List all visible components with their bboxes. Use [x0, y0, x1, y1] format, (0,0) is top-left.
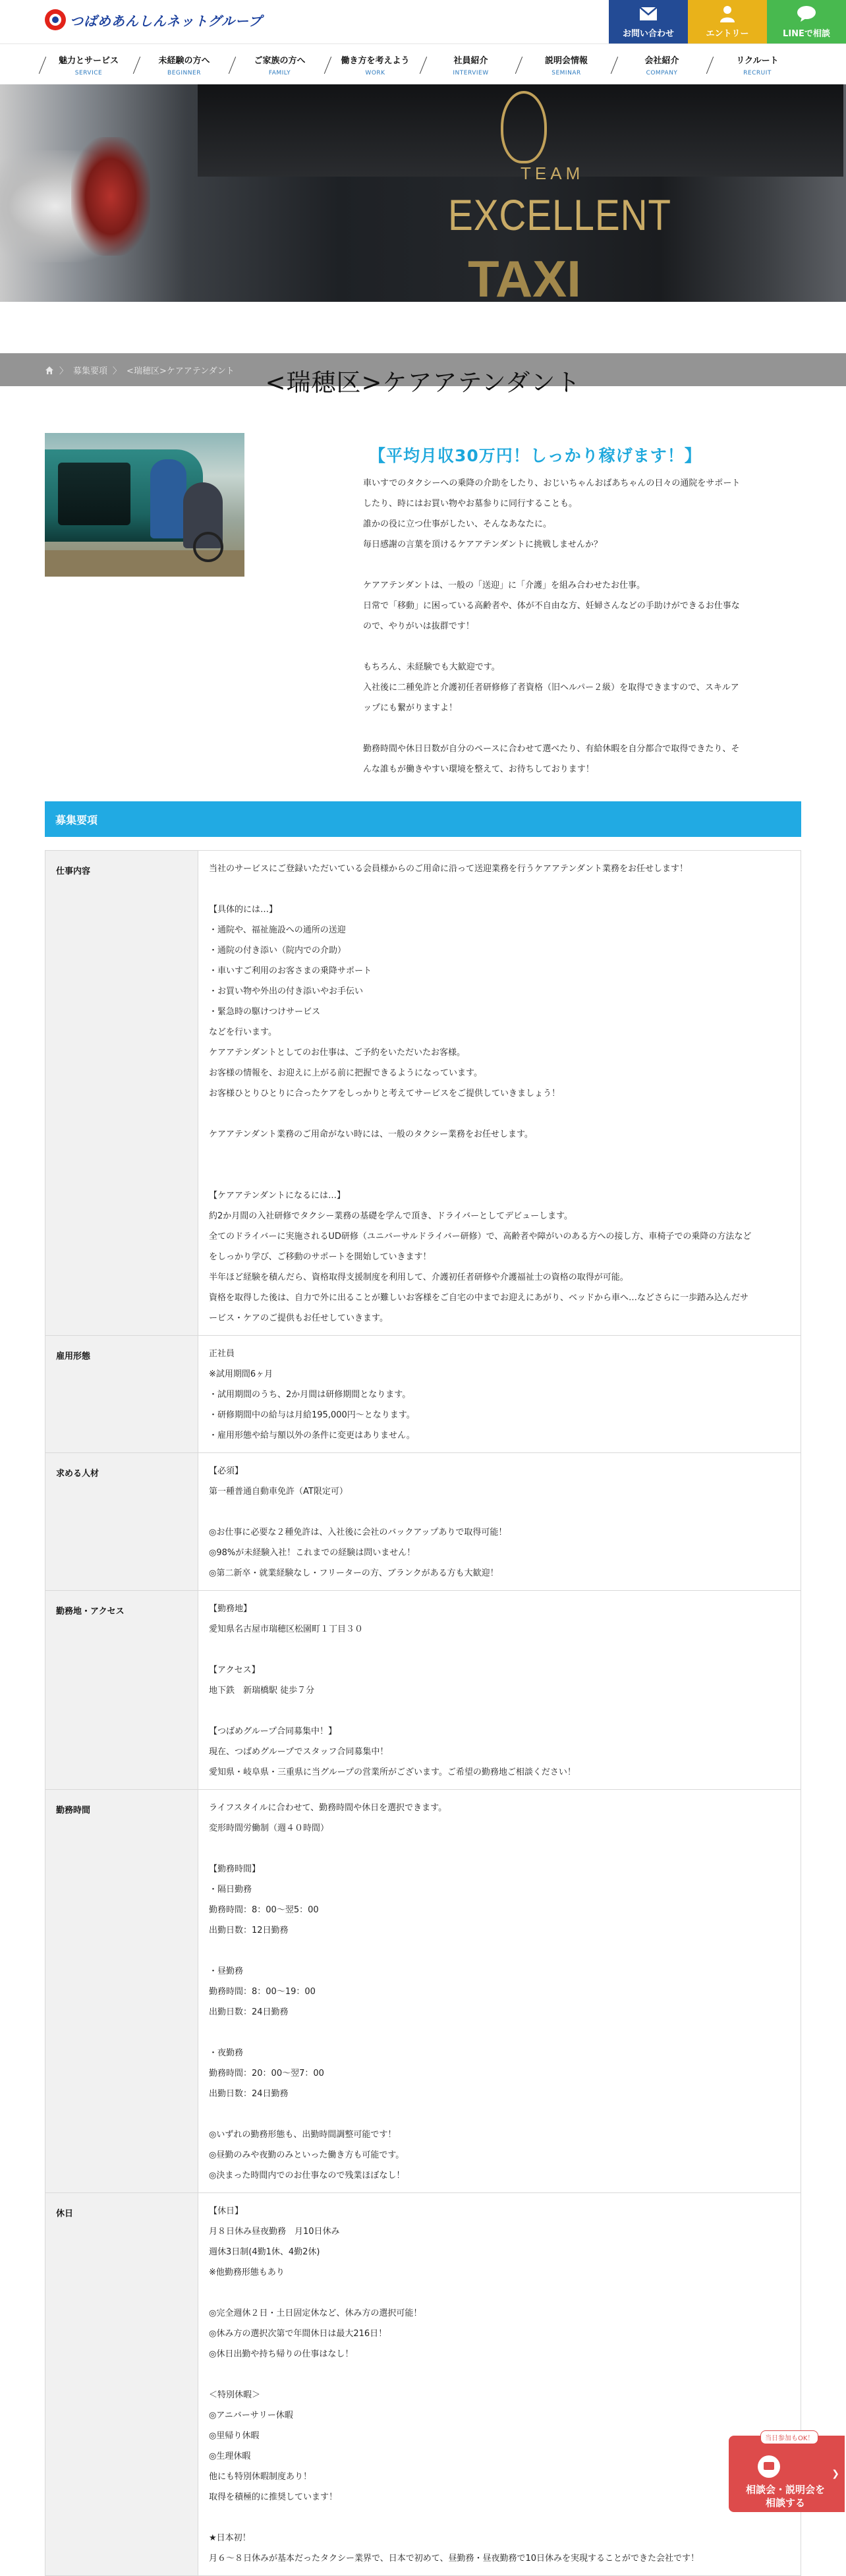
nav-item-sublabel: RECRUIT	[743, 69, 772, 76]
table-row-line: 地下鉄 新瑞橋駅 徒歩７分	[209, 1686, 315, 1696]
nav-item-label: 社員紹介	[453, 55, 488, 66]
intro-line: したり、時にはお買い物やお墓参りに同行することも。	[363, 499, 578, 509]
table-row-line: 【アクセス】	[209, 1665, 260, 1675]
nav-item-label: リクルート	[736, 55, 779, 66]
logo-mark-icon	[45, 9, 66, 30]
table-row-line: 半年ほど経験を積んだら、資格取得支援制度を利用して、介護初任者研修や介護福祉士の資格の取得が可能。	[209, 1273, 629, 1282]
hero-emblem-icon	[501, 91, 547, 163]
table-row-line: 勤務時間：20：00〜翌7：00	[209, 2069, 324, 2078]
intro-line: んな誰もが働きやすい環境を整えて、お待ちしております！	[363, 764, 594, 774]
nav-item-label: 未経験の方へ	[158, 55, 210, 66]
nav-item-family[interactable]	[232, 44, 327, 85]
recruit-section-header	[45, 801, 801, 837]
table-row-line	[209, 2104, 790, 2125]
table-row-label: 雇用形態	[45, 1336, 198, 1452]
table-row	[45, 2193, 801, 2576]
table-row-line: ービス・ケアのご提供もお任せしていきます。	[209, 1313, 388, 1323]
table-row-line: 現在、つばめグループでスタッフ合同募集中！	[209, 1747, 389, 1757]
table-row-label: 求める人材	[45, 1453, 198, 1590]
table-row-line: 勤務時間：8：00〜翌5：00	[209, 1905, 319, 1915]
table-row-line	[209, 1839, 790, 1859]
table-row-line: 【ケアアテンダントになるには…】	[209, 1191, 345, 1201]
chat-icon	[797, 5, 816, 22]
intro-body	[363, 473, 798, 780]
table-row-line: ・雇用形態や給与額以外の条件に変更はありません。	[209, 1431, 415, 1441]
line-consult-button[interactable]	[767, 0, 846, 43]
table-row-line: ◎完全週休２日・土日固定休など、休み方の選択可能！	[209, 2308, 422, 2318]
global-nav	[0, 43, 846, 84]
table-row-line	[209, 879, 790, 900]
table-row-line: ＜特別休暇＞	[209, 2390, 261, 2400]
table-row-line: 全てのドライバーに実施されるUD研修（ユニバーサルドライバー研修）で、高齢者や障がいのある方への接し方、車椅子での乗降の方法など	[209, 1232, 752, 1242]
table-row-line: 【勤務地】	[209, 1604, 252, 1614]
nav-item-label: 働き方を考えよう	[341, 55, 410, 66]
line-consult-button-label: LINEで相談	[783, 28, 830, 39]
table-row-line: ・緊急時の駆けつけサービス	[209, 1007, 321, 1017]
header-actions	[609, 0, 846, 43]
table-row-line	[209, 1941, 790, 1961]
table-row-line	[209, 2507, 790, 2528]
nav-item-sublabel: FAMILY	[268, 69, 291, 76]
table-row-line: 他にも特別休暇制度あり！	[209, 2472, 312, 2482]
intro-line: ケアアテンダントは、一般の「送迎」に「介護」を組み合わせたお仕事。	[363, 581, 645, 590]
table-row-line: ・お買い物や外出の付き添いやお手伝い	[209, 987, 364, 996]
table-row-line: ※試用期間6ヶ月	[209, 1369, 273, 1379]
table-row-value	[198, 1336, 801, 1452]
nav-item-sublabel: BEGINNER	[167, 69, 201, 76]
table-row-line: ・昼勤務	[209, 1966, 244, 1976]
table-row-line: ◎昼勤のみや夜勤のみといった働き方も可能です。	[209, 2150, 405, 2160]
intro-line: 入社後に二種免許と介護初任者研修修了者資格（旧ヘルパー２級）を取得できますので、スキルア	[363, 683, 739, 693]
consult-floating-button[interactable]	[729, 2436, 845, 2512]
table-row-value	[198, 1790, 801, 2192]
entry-button-label: エントリー	[706, 28, 749, 39]
table-row-line: 月６〜８日休みが基本だったタクシー業界で、日本で初めて、昼勤務・昼夜勤務で10日休みを実現することができた会社です！	[209, 2554, 700, 2563]
intro-headline: 【平均月収30万円！しっかり稼げます！】	[369, 446, 702, 465]
photo-taxi-door	[58, 463, 130, 525]
nav-item-beginner[interactable]	[136, 44, 232, 85]
table-row-line: 【勤務時間】	[209, 1864, 261, 1874]
table-row-line: 【必須】	[209, 1466, 244, 1476]
site-logo[interactable]	[45, 9, 262, 30]
table-row-label: 仕事内容	[45, 851, 198, 1335]
intro-line: ップにも繋がりますよ！	[363, 703, 458, 713]
consult-label-line2: 相談する	[765, 2497, 805, 2509]
table-row-line: 変形時間労働制（週４０時間）	[209, 1823, 329, 1833]
table-row-line: ・夜勤務	[209, 2048, 244, 2058]
table-row-label: 休日	[45, 2193, 198, 2575]
nav-item-recruit[interactable]	[710, 44, 805, 85]
table-row-line: 約2か月間の入社研修でタクシー業務の基礎を学んで頂き、ドライバーとしてデビューします。	[209, 1211, 573, 1221]
table-row-line: ◎お仕事に必要な２種免許は、入社後に会社のバックアップありで取得可能！	[209, 1528, 507, 1537]
nav-item-sublabel: SEMINAR	[551, 69, 581, 76]
breadcrumb-separator: 〉	[59, 366, 69, 376]
consult-label-line1: 相談会・説明会を	[745, 2484, 825, 2496]
table-row-line: ライフスタイルに合わせて、勤務時間や休日を選択できます。	[209, 1803, 447, 1813]
hero-tail-light	[71, 137, 150, 256]
table-row-line: お客様ひとりひとりに合ったケアをしっかりと考えてサービスをご提供していきましょう！	[209, 1089, 561, 1099]
nav-item-sublabel: INTERVIEW	[453, 69, 489, 76]
wheelchair-icon	[193, 532, 223, 562]
table-row	[45, 1591, 801, 1790]
table-row	[45, 1790, 801, 2193]
breadcrumb-item-current: <瑞穂区>ケアアテンダント	[127, 366, 235, 376]
table-row-line	[209, 2364, 790, 2385]
table-row-line: ・隔日勤務	[209, 1885, 252, 1895]
table-row-line: ◎第二新卒・就業経験なし・フリーターの方、ブランクがある方も大歓迎！	[209, 1568, 499, 1578]
table-row-line: 【休日】	[209, 2206, 244, 2216]
table-row-line: ・通院や、福祉施設への通所の送迎	[209, 925, 346, 935]
consult-tag: 当日参加もOK！	[760, 2430, 818, 2444]
entry-button[interactable]	[688, 0, 767, 43]
table-row-line: 第一種普通自動車免許（AT限定可）	[209, 1487, 348, 1497]
table-row-value	[198, 1453, 801, 1590]
nav-item-seminar[interactable]	[519, 44, 614, 85]
table-row-line: ◎決まった時間内でのお仕事なので残業ほぼなし！	[209, 2171, 405, 2181]
table-row-line	[209, 2022, 790, 2043]
nav-item-interview[interactable]	[423, 44, 519, 85]
recruit-section-title: 募集要項	[55, 813, 98, 826]
table-row-line: お客様の情報を、お迎えに上がる前に把握できるようになっています。	[209, 1068, 482, 1078]
table-row	[45, 850, 801, 1336]
nav-item-sublabel: COMPANY	[646, 69, 678, 76]
page-title: <瑞穂区>ケアアテンダント	[265, 368, 581, 397]
logo-text: つばめあんしんネットグループ	[70, 13, 262, 29]
table-row-value	[198, 2193, 801, 2575]
table-row-line	[209, 1165, 790, 1186]
chevron-right-icon: ❯	[832, 2469, 839, 2479]
table-row-line	[209, 1640, 790, 1660]
nav-item-service[interactable]	[41, 44, 136, 85]
table-row-line: 【具体的には…】	[209, 905, 278, 915]
nav-item-label: 魅力とサービス	[58, 55, 119, 66]
table-row-line	[209, 1145, 790, 1165]
table-row-line: ◎里帰り休暇	[209, 2431, 260, 2441]
intro-line: 日常で「移動」に困っている高齢者や、体が不自由な方、妊婦さんなどの手助けができるお仕事な	[363, 601, 740, 611]
nav-item-work[interactable]	[327, 44, 423, 85]
table-row-label: 勤務時間	[45, 1790, 198, 2192]
breadcrumb-item-recruit[interactable]: 募集要項	[73, 366, 108, 376]
table-row	[45, 1336, 801, 1453]
table-row-line: 愛知県名古屋市瑞穂区松園町１丁目３０	[209, 1624, 364, 1634]
nav-item-label: 説明会情報	[544, 55, 588, 66]
nav-item-label: ご家族の方へ	[254, 55, 306, 66]
table-row-line	[209, 1701, 790, 1721]
table-row-line	[209, 1502, 790, 1522]
table-row-line: 正社員	[209, 1349, 235, 1359]
table-row-line: ◎いずれの勤務形態も、出勤時間調整可能です！	[209, 2130, 397, 2140]
nav-item-sublabel: WORK	[365, 69, 385, 76]
table-row-line: をしっかり学び、ご移動のサポートを開始していきます！	[209, 1252, 432, 1262]
table-row-line: ※他勤務形態もあり	[209, 2268, 285, 2277]
table-row-line: ★日本初！	[209, 2533, 251, 2543]
table-row-line: ・研修期間中の給与は月給195,000円〜となります。	[209, 1410, 415, 1420]
hero-brand-line3: TAXI	[468, 250, 581, 308]
calendar-icon	[758, 2455, 780, 2478]
table-row-line: 出勤日数：24日勤務	[209, 2007, 289, 2017]
recruit-table	[45, 850, 801, 2576]
table-row-line: ◎98%が未経験入社！これまでの経験は問いません！	[209, 1548, 416, 1558]
table-row-line: ケアアテンダントとしてのお仕事は、ご予約をいただいたお客様。	[209, 1048, 465, 1058]
nav-item-sublabel: SERVICE	[74, 69, 103, 76]
nav-item-company[interactable]	[614, 44, 710, 85]
contact-button-label: お問い合わせ	[622, 28, 674, 39]
breadcrumb-separator: 〉	[113, 366, 122, 376]
table-row-line: などを行います。	[209, 1027, 277, 1037]
mail-icon	[639, 5, 658, 22]
table-row-label: 勤務地・アクセス	[45, 1591, 198, 1789]
table-row-line: ◎休み方の選択次第で年間休日は最大216日！	[209, 2329, 387, 2339]
table-row	[45, 1453, 801, 1591]
intro-line: ので、やりがいは抜群です！	[363, 621, 474, 631]
table-row-line: 愛知県・岐阜県・三重県に当グループの営業所がございます。ご希望の勤務地ご相談ください！	[209, 1767, 576, 1777]
nav-item-label: 会社紹介	[644, 55, 679, 66]
table-row-line: 勤務時間：8：00〜19：00	[209, 1987, 316, 1997]
site-header	[0, 0, 846, 43]
table-row-value	[198, 851, 801, 1335]
consult-label	[739, 2483, 832, 2509]
hero-brand-line2: EXCELLENT	[448, 190, 671, 239]
person-icon	[719, 5, 736, 22]
table-row-line: 出勤日数：24日勤務	[209, 2089, 289, 2099]
table-row-value	[198, 1591, 801, 1789]
table-row-line: ◎休日出勤や持ち帰りの仕事はなし！	[209, 2349, 354, 2359]
table-row-line: ◎生理休暇	[209, 2451, 251, 2461]
intro-line: もちろん、未経験でも大歓迎です。	[363, 662, 500, 672]
contact-button[interactable]	[609, 0, 688, 43]
table-row-line: ・車いすご利用のお客さまの乗降サポート	[209, 966, 372, 976]
intro-line: 車いすでのタクシーへの乗降の介助をしたり、おじいちゃんおばあちゃんの日々の通院をサポート	[363, 478, 741, 488]
table-row-line: ・通院の付き添い（院内での介助）	[209, 946, 347, 956]
table-row-line: 週休3日制(4勤1休、4勤2休)	[209, 2247, 320, 2257]
table-row-line	[209, 2283, 790, 2303]
table-row-line: 【つばめグループ合同募集中！】	[209, 1727, 337, 1736]
intro-line: 勤務時間や休日日数が自分のペースに合わせて選べたり、有給休暇を自分都合で取得できたり、そ	[363, 744, 740, 754]
hero-brand-line1: TEAM	[521, 163, 584, 183]
table-row-line: 資格を取得した後は、自力で外に出ることが難しいお客様をご自宅の中までお迎えにあがり、ベッドから車へ…などさらに一歩踏み込んだサ	[209, 1293, 749, 1303]
intro-photo	[45, 433, 244, 577]
photo-attendant	[150, 459, 186, 538]
table-row-line: 取得を積極的に推奨しています！	[209, 2492, 338, 2502]
table-row-line: 出勤日数：12日勤務	[209, 1926, 289, 1935]
table-row-line: ケアアテンダント業務のご用命がない時には、一般のタクシー業務をお任せします。	[209, 1130, 533, 1139]
intro-line: 毎日感謝の言葉を頂けるケアアテンダントに挑戦しませんか？	[363, 540, 602, 550]
table-row-line: 月８日休み昼夜勤務 月10日休み	[209, 2227, 340, 2237]
table-row-line: ・試用期間のうち、2か月間は研修期間となります。	[209, 1390, 411, 1400]
hero-image	[0, 84, 846, 376]
intro-line: 誰かの役に立つ仕事がしたい、そんなあなたに。	[363, 519, 552, 529]
table-row-line: ◎アニバーサリー休暇	[209, 2411, 293, 2420]
table-row-line: 当社のサービスにご登録いただいている会員様からのご用命に沿って送迎業務を行うケアアテンダント業務をお任せします！	[209, 864, 688, 874]
table-row-line	[209, 1104, 790, 1124]
